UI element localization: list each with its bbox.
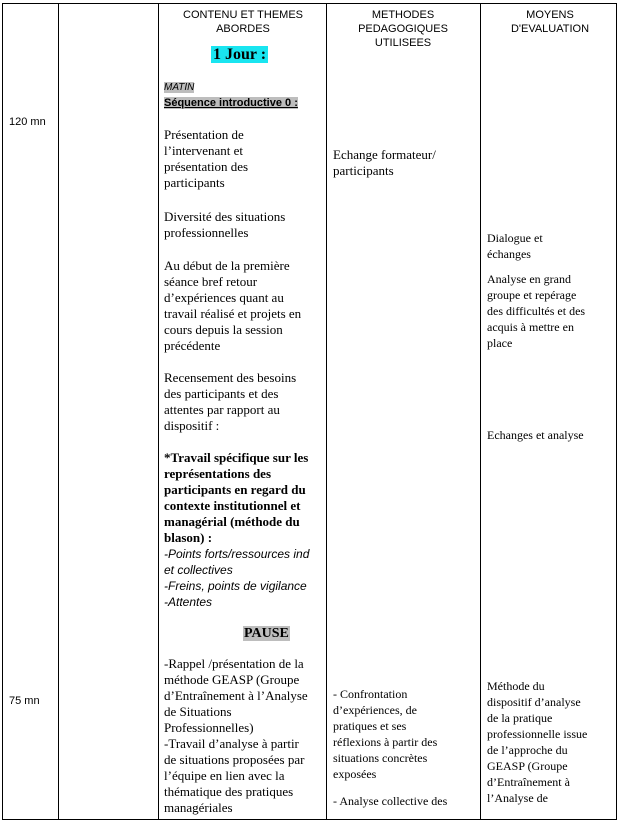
presentation-block: Présentation de l’intervenant et présentation des participants [164,127,249,190]
column-divider-4 [480,3,481,820]
eval-echanges-analyse: Echanges et analyse [487,428,584,442]
header-evaluation: MOYENS D'EVALUATION [510,9,590,35]
table-right-border [616,3,617,820]
eval-methode-geasp: Méthode du dispositif d’analyse de la pratique professionnelle issue de l’approche du GEASP (Groupe d’Entraînement à l’Analyse de [487,679,588,805]
matin-label: MATIN [164,82,195,93]
column-divider-1 [58,3,59,820]
method-echange: Echange formateur/ participants [333,147,436,178]
retour-block: Au début de la première séance bref retour d’expériences quant au travail réalisé et projets en cours depuis la session précédente [164,258,302,353]
recensement-block: Recensement des besoins des participants et des attentes par rapport au dispositif : [164,370,297,433]
method-analyse-collective: - Analyse collective des [333,794,448,808]
pause-label: PAUSE [244,626,289,641]
table-left-border [2,3,3,820]
eval-dialogue: Dialogue et échanges [487,231,543,261]
rappel-block: -Rappel /présentation de la méthode GEASP (Groupe d’Entraînement à l’Analyse de Situations Professionnelles) -Travail d’analyse à partir de situations proposées par l’équipe en lien avec la thématique des pratiques managériales [164,656,308,815]
travail-specifique-block: *Travail spécifique sur les représentations des participants en regard du contexte institutionnel et managérial (méthode du blason) : [164,450,309,545]
method-confrontation: - Confrontation d’expériences, de pratiques et ses réflexions à partir des situations concrètes exposées [333,687,438,781]
table-top-border [2,3,617,4]
column-divider-3 [326,3,327,820]
column-divider-2 [158,3,159,820]
table-bottom-border [2,819,617,820]
header-methodes: METHODES PEDAGOGIQUES UTILISEES [358,9,448,49]
eval-analyse-grand-groupe: Analyse en grand groupe et repérage des difficultés et des acquis à mettre en place [487,272,586,350]
travail-items: -Points forts/ressources ind et collectives -Freins, points de vigilance -Attentes [164,547,310,609]
duration-120: 120 mn [9,116,46,128]
day-title: 1 Jour : [213,46,267,63]
header-contenu: CONTENU ET THEMES ABORDES [183,9,303,35]
diversite-block: Diversité des situations professionnelles [164,209,286,240]
duration-75: 75 mn [9,695,40,707]
sequence-title: Séquence introductive 0 : [164,97,298,109]
